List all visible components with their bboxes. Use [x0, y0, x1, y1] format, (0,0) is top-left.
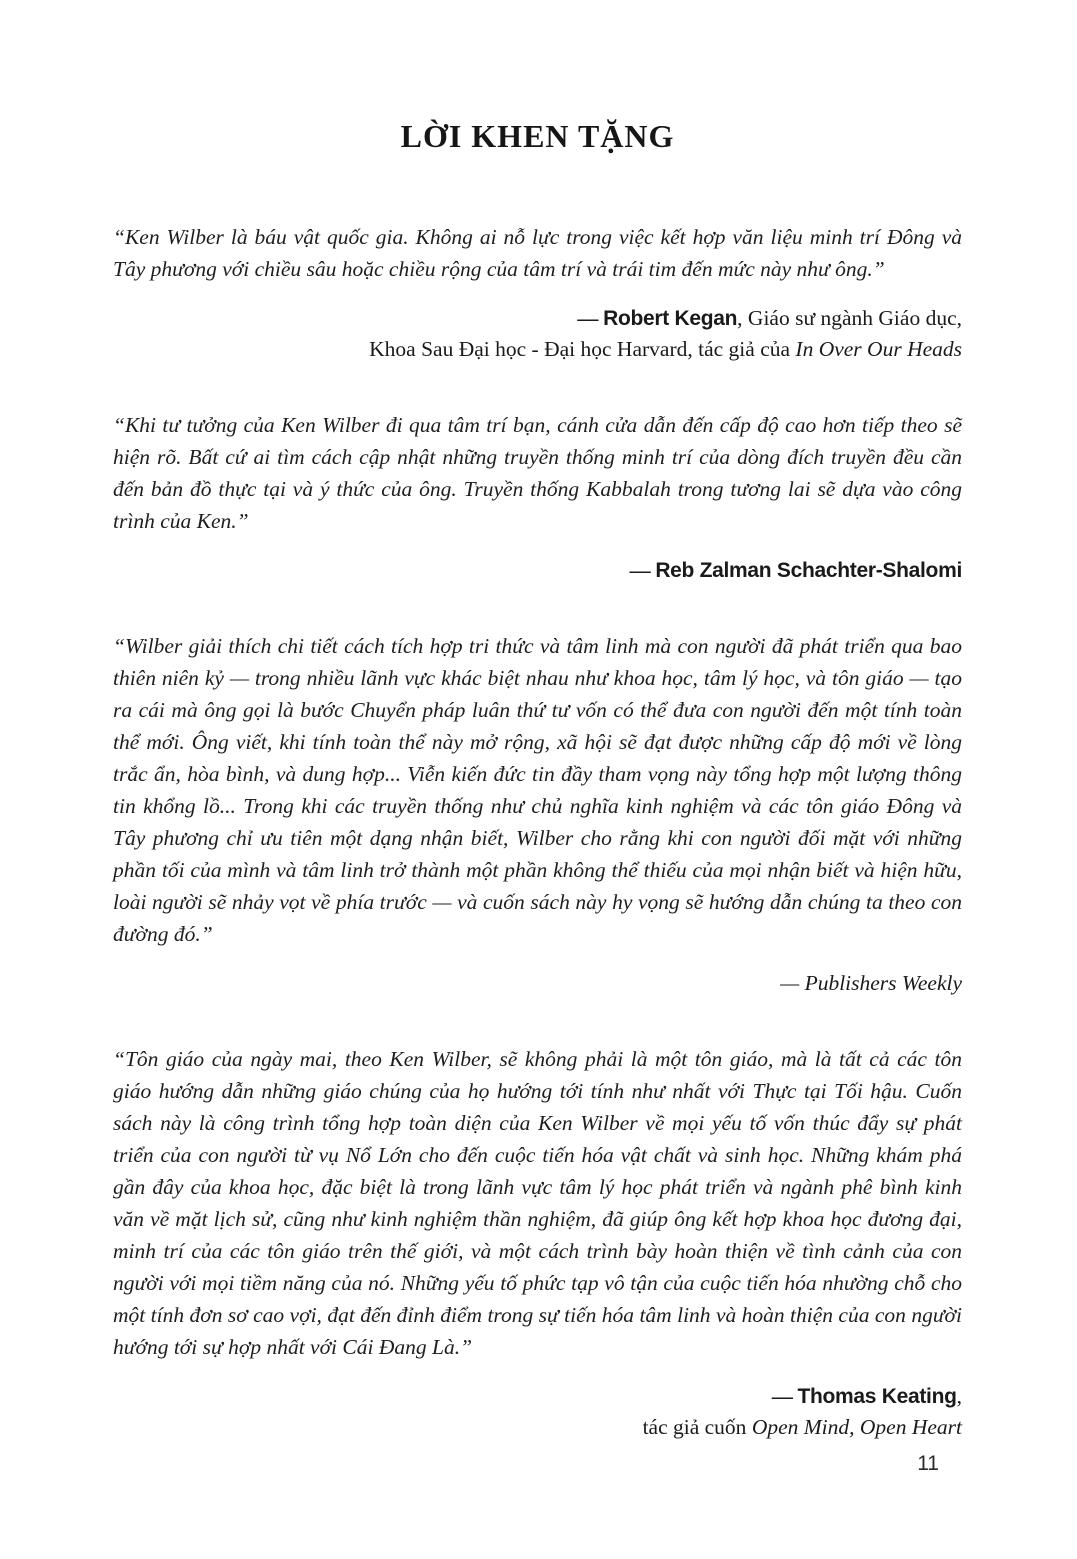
attribution-name: — Reb Zalman Schachter-Shalomi [629, 558, 962, 582]
attribution-2-line-1 [113, 555, 962, 586]
quote-paragraph-1: “Ken Wilber là báu vật quốc gia. Không ai nỗ lực trong việc kết hợp văn liệu minh trí Đông và Tây phương với chiều sâu hoặc chiều rộng của tâm trí và trái tim đến mức này như ông.” [113, 225, 962, 281]
attribution-2 [113, 555, 962, 586]
attribution-dash: — [629, 558, 656, 582]
attribution-affiliation: Khoa Sau Đại học - Đại học Harvard, tác giả của [369, 337, 796, 361]
attribution-1 [113, 303, 962, 365]
attribution-3-line-1 [113, 968, 962, 999]
page-number: 11 [917, 1452, 939, 1475]
attribution-book-title: Open Mind, Open Heart [751, 1415, 962, 1439]
attribution-4-line-1 [113, 1381, 962, 1412]
attribution-book-title: In Over Our Heads [795, 337, 962, 361]
attribution-4-line-2 [113, 1412, 962, 1443]
attribution-dash: — [577, 306, 604, 330]
attribution-role: , [956, 1384, 962, 1408]
attribution-source: — Publishers Weekly [780, 971, 962, 995]
quote-paragraph-4: “Tôn giáo của ngày mai, theo Ken Wilber, sẽ không phải là một tôn giáo, mà là tất cả các tôn giáo hướng dẫn những giáo chúng của họ hướng tới tính như nhất với Thực tại Tối hậu. Cuốn sách này là công trình tổng hợp toàn diện của Ken Wilber về mọi yếu tố vốn thúc đẩy sự phát triển của con người từ vụ Nổ Lớn cho đến cuộc tiến hóa vật chất và sinh học. Những khám phá gần đây của khoa học, đặc biệt là trong lãnh vực tâm lý học phát triển và ngành phê bình kinh văn về mặt lịch sử, cũng như kinh nghiệm thần nghiệm, đã giúp ông kết hợp khoa học đương đại, minh trí của các tôn giáo trên thế giới, và một cách trình bày hoàn thiện về tình cảnh của con người với mọi tiềm năng của nó. Những yếu tố phức tạp vô tận của cuộc tiến hóa nhường chỗ cho một tính đơn sơ cao vợi, đạt đến đỉnh điểm trong sự tiến hóa tâm linh và hoàn thiện của con người hướng tới sự hợp nhất với Cái Đang Là.” [113, 1047, 962, 1359]
attribution-1-line-2 [113, 334, 962, 365]
quote-paragraph-2: “Khi tư tưởng của Ken Wilber đi qua tâm trí bạn, cánh cửa dẫn đến cấp độ cao hơn tiếp theo sẽ hiện rõ. Bất cứ ai tìm cách cập nhật những truyền thống minh trí của dòng đích truyền đều cần đến bản đồ thực tại và ý thức của ông. Truyền thống Kabbalah trong tương lai sẽ dựa vào công trình của Ken.” [113, 413, 962, 533]
attribution-role: , Giáo sư ngành Giáo dục, [737, 306, 962, 330]
attribution-name: — Robert Kegan [577, 306, 738, 330]
attribution-3 [113, 968, 962, 999]
attribution-dash: — [771, 1384, 798, 1408]
attribution-4 [113, 1381, 962, 1443]
page-title: LỜI KHEN TẶNG [400, 118, 675, 154]
attribution-1-line-1 [113, 303, 962, 334]
quote-paragraph-3: “Wilber giải thích chi tiết cách tích hợp tri thức và tâm linh mà con người đã phát triển qua bao thiên niên kỷ — trong nhiều lãnh vực khác biệt nhau như khoa học, tâm lý học, và tôn giáo — tạo ra cái mà ông gọi là bước Chuyển pháp luân thứ tư vốn có thể đưa con người đến một tính toàn thể mới. Ông viết, khi tính toàn thể này mở rộng, xã hội sẽ đạt được những cấp độ mới về lòng trắc ẩn, hòa bình, và dung hợp... Viễn kiến đức tin đầy tham vọng này tổng hợp một lượng thông tin khổng lồ... Trong khi các truyền thống như chủ nghĩa kinh nghiệm và các tôn giáo Đông và Tây phương chỉ ưu tiên một dạng nhận biết, Wilber cho rằng khi con người đối mặt với những phần tối của mình và tâm linh trở thành một phần không thể thiếu của mọi nhận biết và hiện hữu, loài người sẽ nhảy vọt về phía trước — và cuốn sách này hy vọng sẽ hướng dẫn chúng ta theo con đường đó.” [113, 634, 962, 946]
attribution-name: — Thomas Keating [771, 1384, 957, 1408]
attribution-affiliation: tác giả cuốn [642, 1415, 752, 1439]
